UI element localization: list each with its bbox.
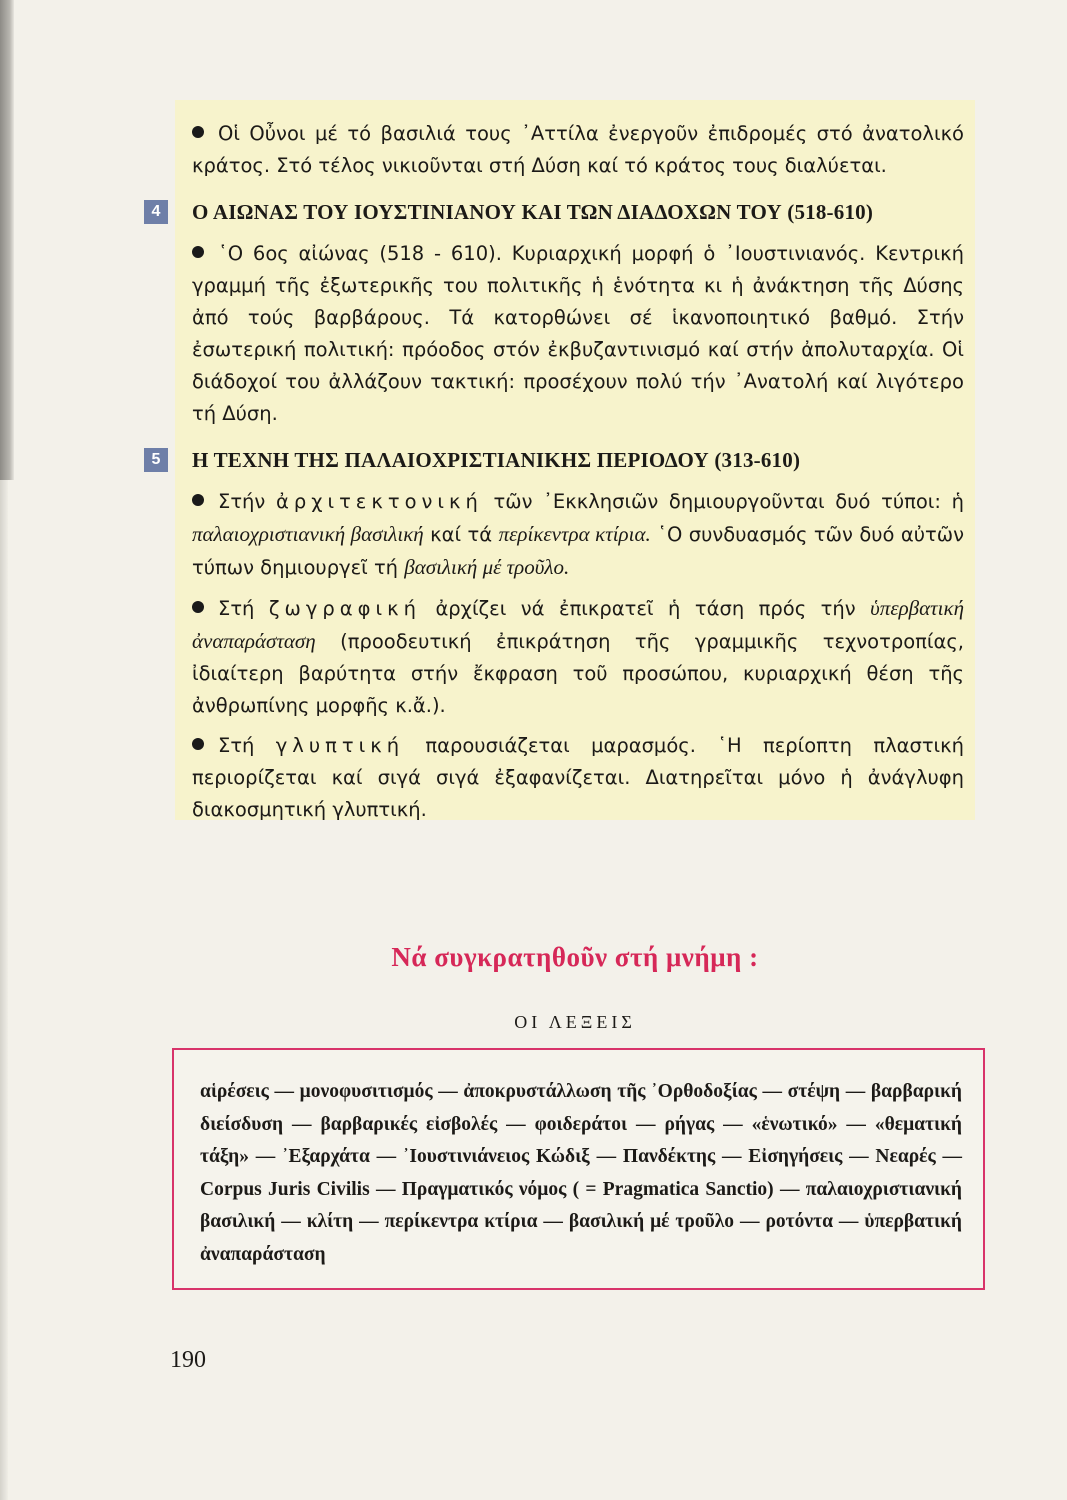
spaced-term: ἀρχιτεκτονική [275, 490, 483, 513]
binding-shadow [0, 0, 14, 480]
page-number: 190 [170, 1347, 206, 1373]
remember-heading: Νά συγκρατηθοῦν στή μνήμη : [391, 942, 759, 972]
words-subheading: ΟΙ ΛΕΞΕΙΣ [514, 1012, 636, 1032]
bullet-icon [192, 601, 204, 613]
architecture-paragraph: Στήν ἀρχιτεκτονική τῶν ᾿Εκκλησιῶν δημιουργοῦνται δυό τύποι: ἡ παλαιοχριστιανική βασιλική καί τά περίκεντρα κτίρια. ῾Ο συνδυασμός τῶν δυό αὐτῶν τύπων δημιουργεῖ τή βασιλική μέ τροῦλο. [192, 490, 965, 579]
binding-edge [0, 480, 8, 1500]
vocabulary-list: αἱρέσεις — μονοφυσιτισμός — ἀποκρυστάλλωση τῆς ᾿Ορθοδοξίας — στέψη — βαρβαρική διείσδυση — βαρβαρικές εἰσβολές — φοιδεράτοι — ρήγας — «ἑνωτικό» — «θεματική τάξη» — ᾿Εξαρχάτα — ᾿Ιουστινιάνειος Κώδιξ — Πανδέκτης — Εἰσηγήσεις — Νεαρές — Corpus Juris Civilis — Πραγματικός νόμος ( = Pragmatica Sanctio) — παλαιοχριστιανική βασιλική — κλίτη — περίκεντρα κτίρια — βασιλική μέ τροῦλο — ροτόντα — ὑπερβατική ἀναπαράσταση [200, 1081, 962, 1265]
intro-paragraph: Οἱ Οὖνοι μέ τό βασιλιά τους ᾿Αττίλα ἐνεργοῦν ἐπιδρομές στό ἀνατολικό κράτος. Στό τέλος νικιοῦνται στή Δύση καί τό κράτος τους διαλύεται. [192, 122, 964, 177]
section-heading-4 [151, 196, 964, 228]
section-number-badge: 4 [144, 200, 168, 224]
bullet-icon [192, 126, 204, 138]
section-title: Η ΤΕΧΝΗ ΤΗΣ ΠΑΛΑΙΟΧΡΙΣΤΙΑΝΙΚΗΣ ΠΕΡΙΟΔΟΥ (313-610) [192, 448, 801, 472]
summary-content [151, 118, 965, 826]
bullet-icon [192, 246, 204, 258]
painting-paragraph: Στή ζωγραφική ἀρχίζει νά ἐπικρατεῖ ἡ τάση πρός τήν ὑπερβατική ἀναπαράσταση (προοδευτική ἐπικράτηση τῆς γραμμικῆς τεχνοτροπίας, ἰδιαίτερη βαρύτητα στήν ἔκφραση τοῦ προσώπου, κυριαρχική θέση τῆς ἀνθρωπίνης μορφῆς κ.ἄ.). [192, 596, 964, 717]
bullet-icon [192, 494, 204, 506]
section-heading-5 [151, 444, 964, 476]
italic-term: ὑπερβατική ἀναπαράσταση [192, 596, 964, 653]
italic-term: περίκεντρα κτίρια. [498, 522, 651, 546]
vocabulary-box [172, 1048, 985, 1290]
spaced-term: γλυπτική [275, 734, 405, 757]
spaced-term: ζωγραφική [268, 597, 421, 620]
section-number-badge: 5 [144, 448, 168, 472]
section-title: Ο ΑΙΩΝΑΣ ΤΟΥ ΙΟΥΣΤΙΝΙΑΝΟΥ ΚΑΙ ΤΩΝ ΔΙΑΔΟΧΩΝ ΤΟΥ (518-610) [192, 200, 874, 224]
bullet-icon [192, 738, 204, 750]
italic-term: βασιλική μέ τροῦλο. [404, 555, 570, 579]
italic-term: παλαιοχριστιανική βασιλική [192, 522, 424, 546]
section4-paragraph: ῾Ο 6ος αἰώνας (518 - 610). Κυριαρχική μορφή ὁ ᾿Ιουστινιανός. Κεντρική γραμμή τῆς ἐξωτερικῆς του πολιτικῆς ἡ ἑνότητα κι ἡ ἀνάκτηση τῆς Δύσης ἀπό τούς βαρβάρους. Τά κατορθώνει σέ ἱκανοποιητικό βαθμό. Στήν ἐσωτερική πολιτική: πρόοδος στόν ἐκβυζαντινισμό καί στήν ἀπολυταρχία. Οἱ διάδοχοί του ἀλλάζουν τακτική: προσέχουν πολύ τήν ᾿Ανατολή καί λιγότερο τή Δύση. [192, 242, 964, 425]
sculpture-paragraph: Στή γλυπτική παρουσιάζεται μαρασμός. ῾Η περίοπτη πλαστική περιορίζεται καί σιγά σιγά ἐξαφανίζεται. Διατηρεῖται μόνο ἡ ἀνάγλυφη διακοσμητική γλυπτική. [192, 734, 965, 821]
